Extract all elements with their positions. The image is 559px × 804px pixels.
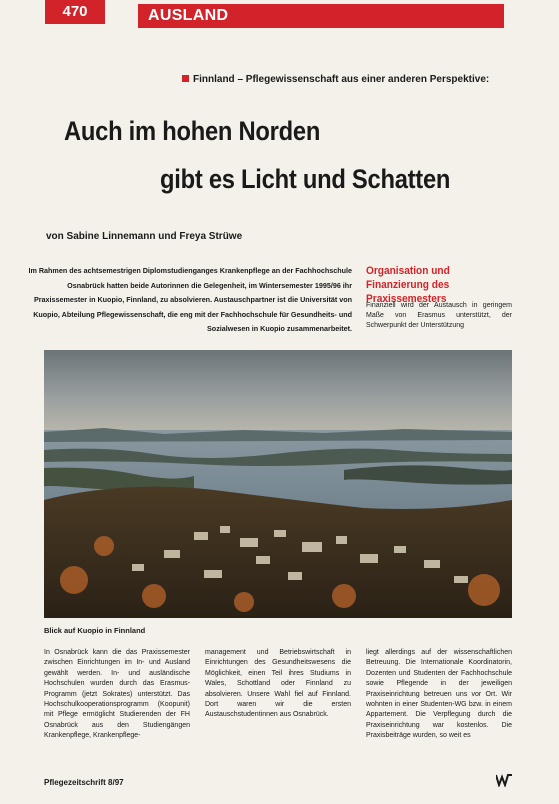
sidebar-text: Finanziell wird der Austausch in geringem Maße von Erasmus unterstützt, der Schwerpunkt der Unterstützung [366, 302, 512, 329]
body-column-3: liegt allerdings auf der wissenschaftlichen Betreuung. Die Internationale Koordinatorin, Dozenten und Studenten der Fachhochschule sowie Pflegende in der jeweiligen Praxiseinrichtung betreuen uns vor Ort. Wir wohnten in einer Studenten-WG bzw. in einem Appartement. Die Verpflegung durch die Praxiseinrichtung war kostenlos. Die Praxisbeiträge wurden, so weit es [366, 649, 512, 740]
sidebar-heading: Organisation und Finanzierung des Praxissemesters [366, 265, 450, 305]
article-kicker [182, 74, 512, 85]
article-intro: Im Rahmen des achtsemestrigen Diplomstudienganges Krankenpflege an der Fachhochschule Osnabrück hatten beide Autorinnen die Gelegenheit, im Wintersemester 1995/96 ihr Praxissemester in Kuopio, Finnland, zu absolvieren. Austauschpartner ist die Universität von Kuopio, Abteilung Pflegewissenschaft, die eng mit der Fachhochschule für Gesundheits- und Sozialwesen in Kuopio zusammenarbeitet. [28, 266, 352, 333]
section-label: AUSLAND [138, 4, 504, 28]
photo-caption: Blick auf Kuopio in Finnland [44, 626, 146, 635]
publisher-logo-icon [496, 773, 512, 787]
article-title-line2: gibt es Licht und Schatten [160, 164, 451, 194]
kicker-text: Finnland – Pflegewissenschaft aus einer anderen Perspektive: [193, 74, 490, 85]
article-title-line1: Auch im hohen Norden [64, 116, 321, 146]
red-square-icon [182, 75, 189, 82]
kuopio-landscape-photo [44, 350, 512, 618]
body-column-2: management und Betriebswirtschaft in Einrichtungen des Gesundheitswesens die Möglichkeit, einen Teil ihres Studiums in Wales, Schottland oder Finnland zu absolvieren. Unsere Wahl fiel auf Finnland. Dort waren wir die ersten Austauschstudentinnen aus Osnabrück. [205, 649, 351, 719]
journal-footer: Pflegezeitschrift 8/97 [44, 778, 124, 787]
page-number: 470 [45, 0, 105, 24]
article-authors: von Sabine Linnemann und Freya Strüwe [46, 231, 243, 242]
body-column-1: In Osnabrück kann die das Praxissemester zwischen Einrichtungen im In- und Ausland gewählt werden. In- und ausländische Hochschulen wurden durch das Erasmus-Programm (jetzt Sokrates) unterstützt. Das Hochschulkooperationsprogramm (Koopunit) mit Pflege ermöglicht Studierenden der FH Osnabrück aus den Studiengängen Krankenpflege, Krankenpflege- [44, 649, 190, 740]
